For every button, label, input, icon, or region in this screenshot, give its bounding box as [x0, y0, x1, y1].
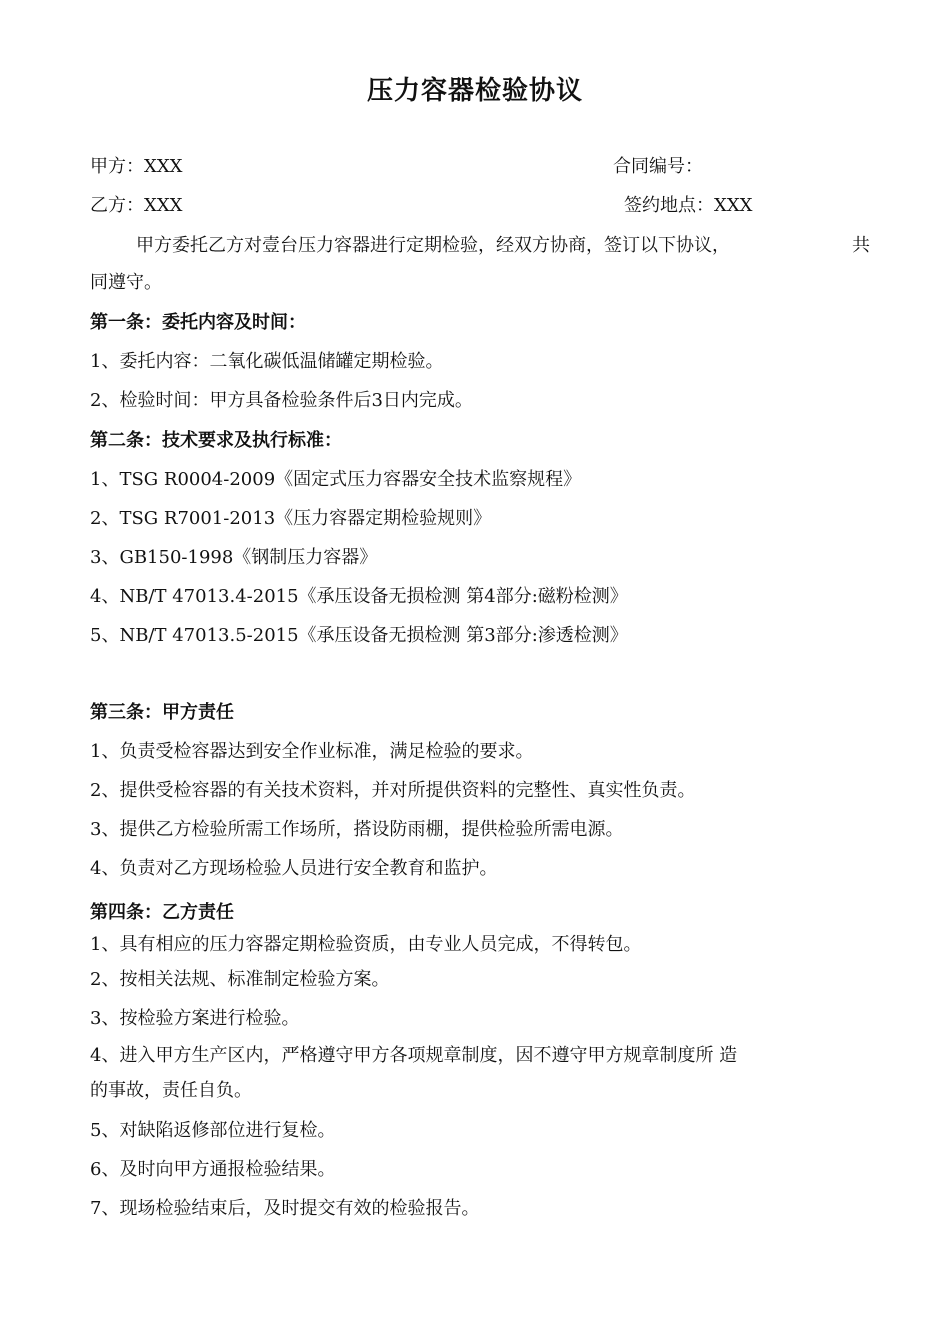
section-4-item: 2、按相关法规、标准制定检验方案。 — [90, 969, 390, 990]
section-4-item: 的事故，责任自负。 — [90, 1080, 252, 1101]
section-3-item: 2、提供受检容器的有关技术资料，并对所提供资料的完整性、真实性负责。 — [90, 780, 696, 801]
section-2-item: 4、NB/T 47013.4-2015《承压设备无损检测 第4部分:磁粉检测》 — [90, 586, 628, 607]
section-4-heading: 第四条：乙方责任 — [90, 902, 234, 923]
section-1-item: 1、委托内容：二氧化碳低温储罐定期检验。 — [90, 351, 444, 372]
intro-line-1: 甲方委托乙方对壹台压力容器进行定期检验，经双方协商，签订以下协议， — [136, 235, 730, 256]
section-4-item: 7、现场检验结束后，及时提交有效的检验报告。 — [90, 1198, 480, 1219]
section-3-item: 3、提供乙方检验所需工作场所，搭设防雨棚，提供检验所需电源。 — [90, 819, 624, 840]
document-title: 压力容器检验协议 — [366, 76, 583, 106]
intro-line-1-end: 共 — [852, 235, 870, 256]
section-2-heading: 第二条：技术要求及执行标准： — [90, 430, 342, 451]
sign-place: 签约地点：XXX — [624, 195, 753, 216]
section-4-item: 6、及时向甲方通报检验结果。 — [90, 1159, 336, 1180]
party-b: 乙方：XXX — [90, 195, 183, 216]
section-4-item: 5、对缺陷返修部位进行复检。 — [90, 1120, 336, 1141]
section-1-item: 2、检验时间：甲方具备检验条件后3日内完成。 — [90, 390, 473, 411]
section-2-item: 2、TSG R7001-2013《压力容器定期检验规则》 — [90, 508, 492, 529]
section-2-item: 3、GB150-1998《钢制压力容器》 — [90, 547, 378, 568]
section-4-item: 4、进入甲方生产区内，严格遵守甲方各项规章制度，因不遵守甲方规章制度所 造 — [90, 1045, 738, 1066]
section-4-item: 1、具有相应的压力容器定期检验资质，由专业人员完成，不得转包。 — [90, 934, 642, 955]
section-2-item: 1、TSG R0004-2009《固定式压力容器安全技术监察规程》 — [90, 469, 582, 490]
party-a: 甲方：XXX — [90, 156, 183, 177]
section-1-heading: 第一条：委托内容及时间： — [90, 312, 306, 333]
section-3-item: 4、负责对乙方现场检验人员进行安全教育和监护。 — [90, 858, 498, 879]
section-3-heading: 第三条：甲方责任 — [90, 702, 234, 723]
section-4-item: 3、按检验方案进行检验。 — [90, 1008, 300, 1029]
intro-paragraph — [136, 231, 870, 257]
section-2-item: 5、NB/T 47013.5-2015《承压设备无损检测 第3部分:渗透检测》 — [90, 625, 628, 646]
section-3-item: 1、负责受检容器达到安全作业标准，满足检验的要求。 — [90, 741, 534, 762]
intro-line-2: 同遵守。 — [90, 272, 162, 293]
contract-number: 合同编号： — [613, 156, 703, 177]
